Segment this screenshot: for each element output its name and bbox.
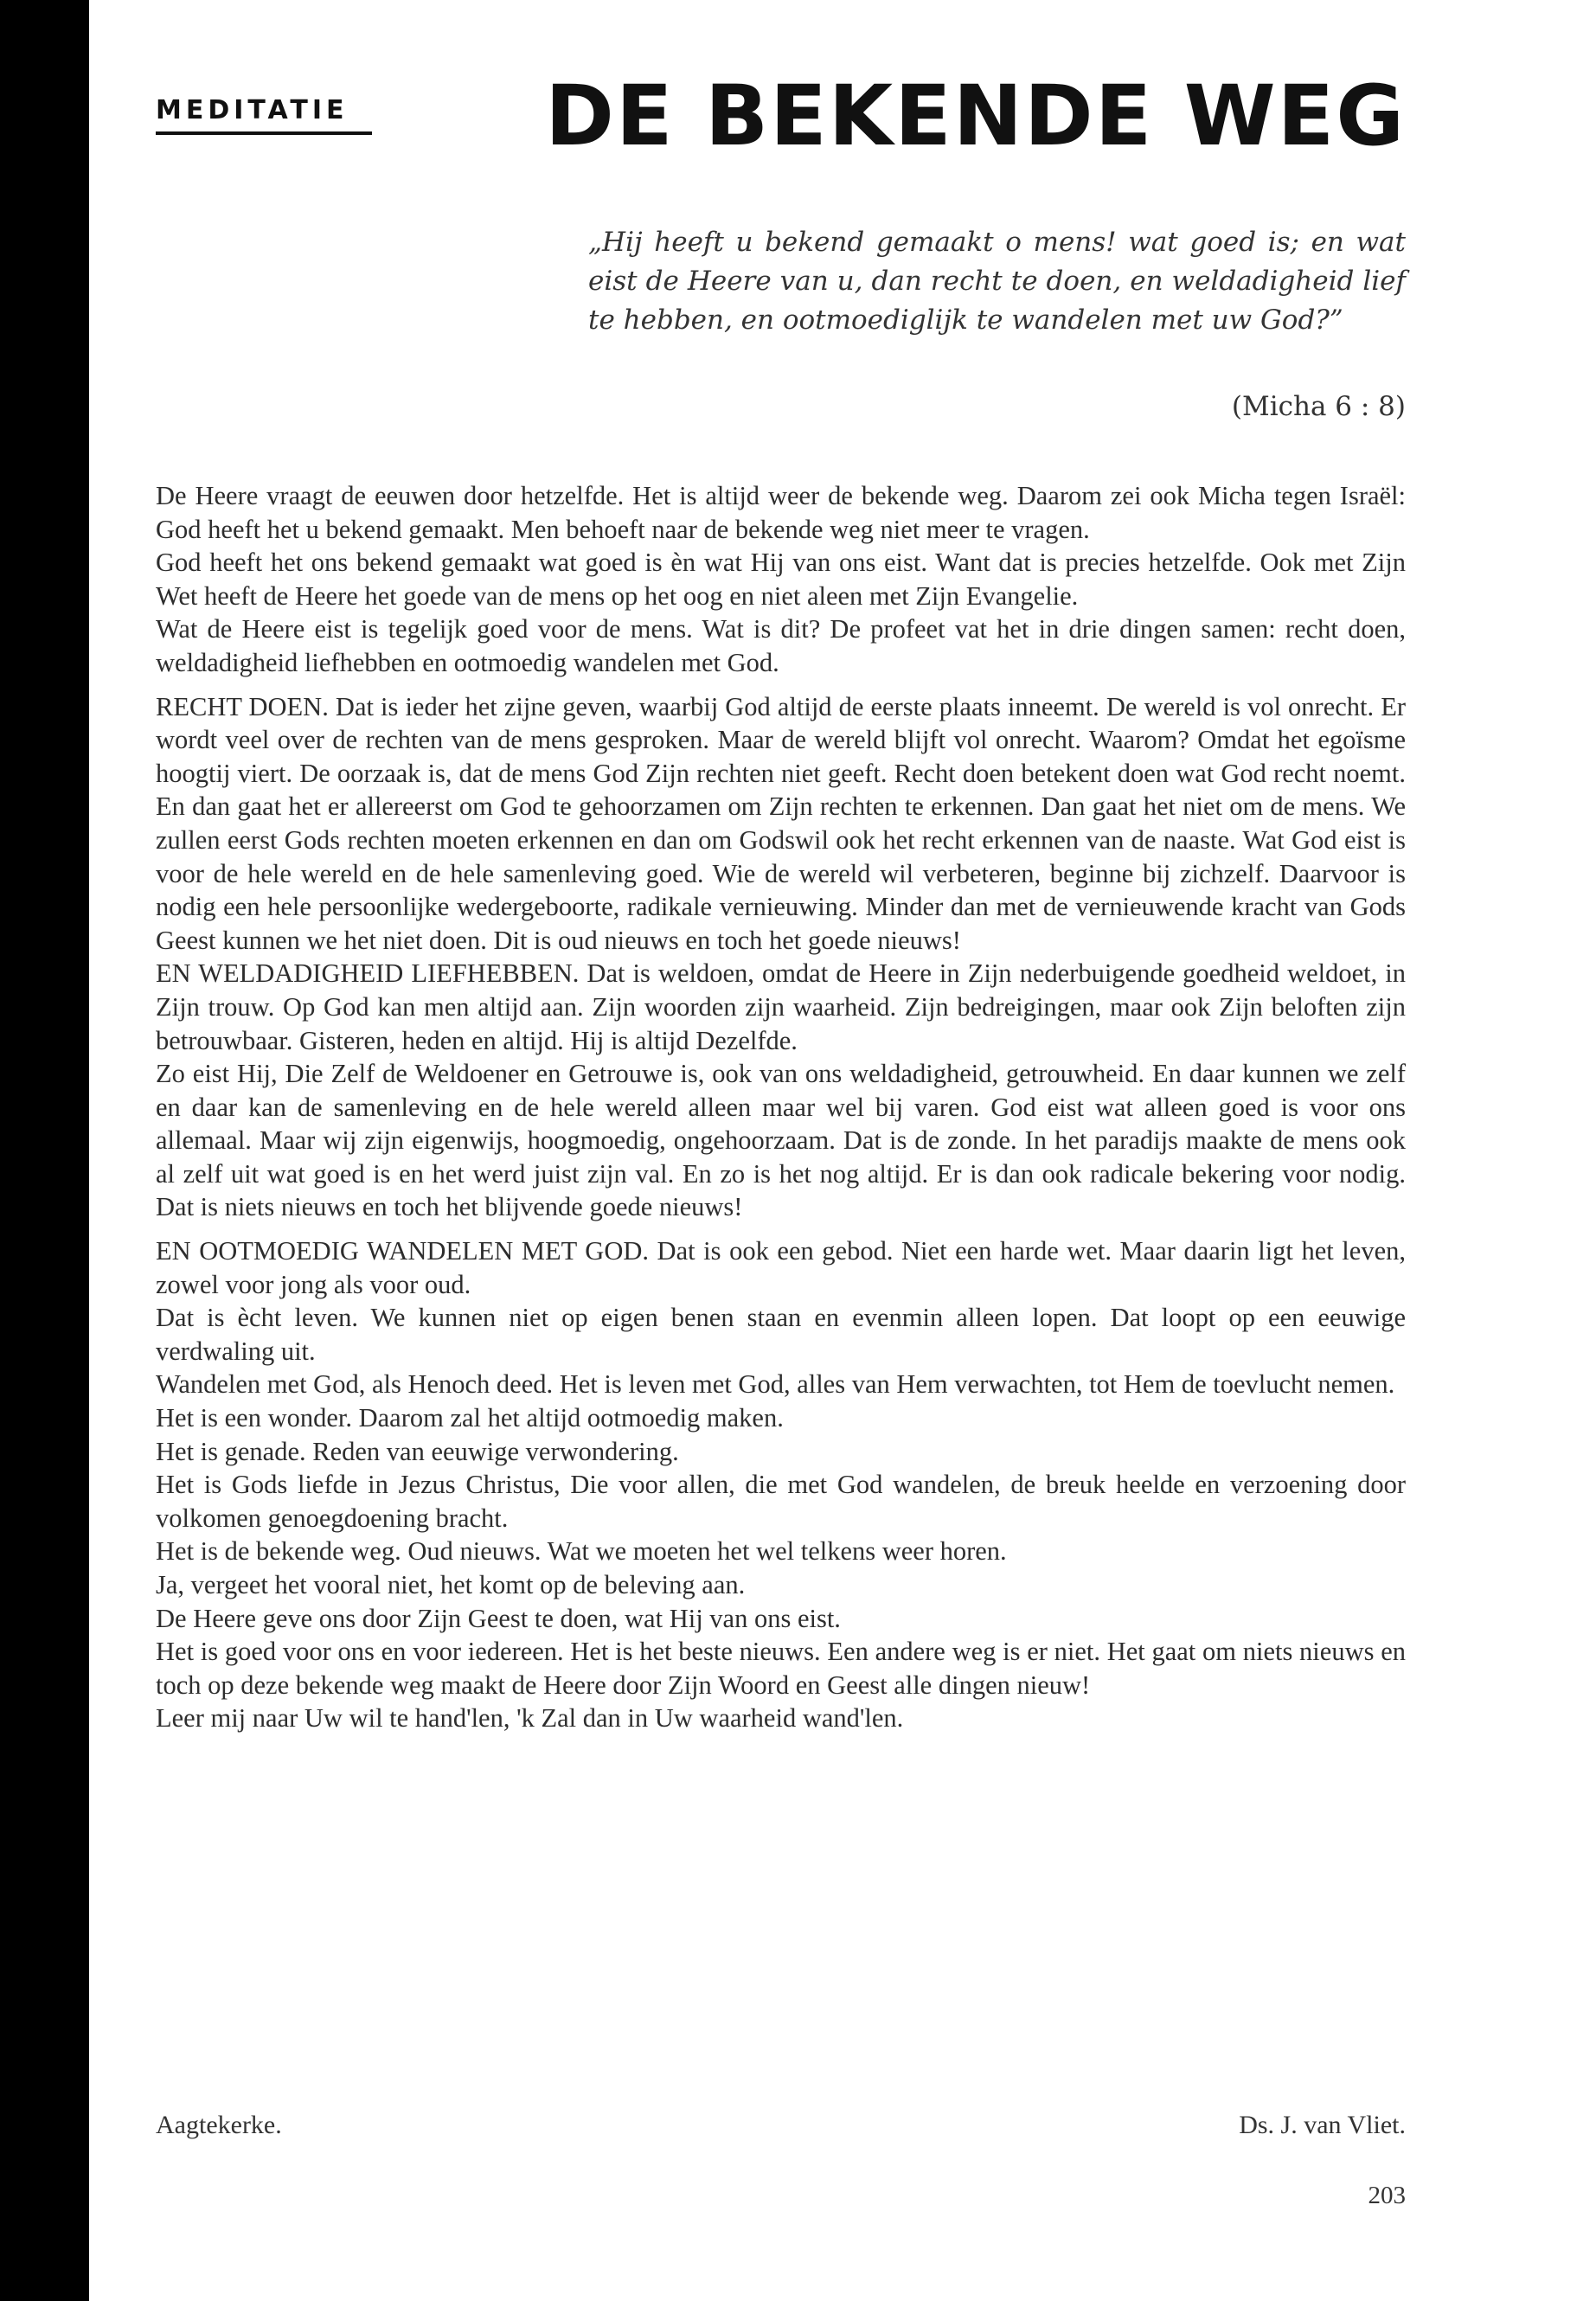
body-paragraph: De Heere geve ons door Zijn Geest te doen, wat Hij van ons eist. [156, 1603, 841, 1633]
body-text [156, 479, 1406, 1735]
body-paragraph: Het is goed voor ons en voor iedereen. Het is het beste nieuws. Een andere weg is er niet. Het gaat om niets nieuws en toch op deze bekende weg maakt de Heere door Zijn Woord en Geest alle dingen nieuw! [156, 1637, 1406, 1700]
body-paragraph: Zo eist Hij, Die Zelf de Weldoener en Getrouwe is, ook van ons weldadigheid, getrouwheid. En daar kunnen we zelf en daar kan de samenleving en de hele wereld alleen maar wel bij varen. God eist wat alleen goed is voor ons allemaal. Maar wij zijn eigenwijs, hoogmoedig, ongehoorzaam. Dat is de zonde. In het paradijs maakte de mens ook al zelf uit wat goed is en het werd juist zijn val. En zo is het nog altijd. Er is dan ook radicale bekering voor nodig. Dat is niets nieuws en toch het blijvende goede nieuws! [156, 1059, 1406, 1222]
document-page [156, 0, 1406, 2301]
scan-edge-bar [0, 0, 89, 2301]
page-number: 203 [1368, 2182, 1406, 2209]
body-paragraph: Het is Gods liefde in Jezus Christus, Die voor allen, die met God wandelen, de breuk heelde en verzoening door volkomen genoegdoening bracht. [156, 1470, 1406, 1533]
body-paragraph: Wandelen met God, als Henoch deed. Het is leven met God, alles van Hem verwachten, tot Hem de toevlucht nemen. [156, 1369, 1395, 1400]
body-paragraph: RECHT DOEN. Dat is ieder het zijne geven, waarbij God altijd de eerste plaats inneemt. De wereld is vol onrecht. Er wordt veel over de rechten van de mens gesproken. Maar de wereld blijft vol onrecht. Waarom? Omdat het egoïsme hoogtij viert. De oorzaak is, dat de mens God Zijn rechten niet geeft. Recht doen betekent doen wat God recht noemt. En dan gaat het er allereerst om God te gehoorzamen om Zijn rechten te erkennen. Dan gaat het niet om de mens. We zullen eerst Gods rechten moeten erkennen en dan om Godswil ook het recht erkennen van de naaste. Wat God eist is voor de hele wereld en de hele samenleving goed. Wie de wereld wil verbeteren, beginne bij zichzelf. Daarvoor is nodig een hele persoonlijke wedergeboorte, radikale vernieuwing. Minder dan met de vernieuwende kracht van Gods Geest kunnen we het niet doen. Dit is oud nieuws en toch het goede nieuws! [156, 691, 1406, 955]
body-paragraph: Het is een wonder. Daarom zal het altijd ootmoedig maken. [156, 1403, 784, 1433]
body-paragraph: EN OOTMOEDIG WANDELEN MET GOD. Dat is ook een gebod. Niet een harde wet. Maar daarin ligt het leven, zowel voor jong als voor oud. [156, 1236, 1406, 1299]
body-paragraph: Het is de bekende weg. Oud nieuws. Wat we moeten het wel telkens weer horen. [156, 1536, 1007, 1567]
author-signature: Ds. J. van Vliet. [1239, 2111, 1406, 2139]
body-paragraph: Wat de Heere eist is tegelijk goed voor de mens. Wat is dit? De profeet vat het in drie dingen samen: recht doen, weldadigheid liefhebben en ootmoedig wandelen met God. [156, 614, 1406, 677]
epigraph-reference: (Micha 6 : 8) [1231, 391, 1406, 422]
body-paragraph: Leer mij naar Uw wil te hand'len, 'k Zal dan in Uw waarheid wand'len. [156, 1703, 904, 1734]
body-paragraph: God heeft het ons bekend gemaakt wat goed is èn wat Hij van ons eist. Want dat is precies hetzelfde. Ook met Zijn Wet heeft de Heere het goede van de mens op het oog en niet aleen met Zijn Evangelie. [156, 548, 1406, 611]
body-paragraph: EN WELDADIGHEID LIEFHEBBEN. Dat is weldoen, omdat de Heere in Zijn nederbuigende goedheid weldoet, in Zijn trouw. Op God kan men altijd aan. Zijn woorden zijn waarheid. Zijn bedreigingen, maar ook Zijn beloften zijn betrouwbaar. Gisteren, heden en altijd. Hij is altijd Dezelfde. [156, 958, 1406, 1055]
epigraph-quote: „Hij heeft u bekend gemaakt o mens! wat goed is; en wat eist de Heere van u, dan recht te doen, en weldadigheid lief te hebben, en ootmoediglijk te wandelen met uw God?” [588, 227, 1406, 336]
body-paragraph: Ja, vergeet het vooral niet, het komt op de beleving aan. [156, 1570, 746, 1599]
body-paragraph: Dat is ècht leven. We kunnen niet op eigen benen staan en evenmin alleen lopen. Dat loopt op een eeuwige verdwaling uit. [156, 1303, 1406, 1366]
section-label: MEDITATIE [156, 95, 349, 125]
page-title: DE BEKENDE WEG [545, 67, 1406, 164]
place-signature: Aagtekerke. [156, 2111, 282, 2139]
section-underline [156, 131, 372, 135]
body-paragraph: Het is genade. Reden van eeuwige verwondering. [156, 1436, 679, 1466]
body-paragraph: De Heere vraagt de eeuwen door hetzelfde. Het is altijd weer de bekende weg. Daarom zei ook Micha tegen Israël: God heeft het u bekend gemaakt. Men behoeft naar de bekende weg niet meer te vragen. [156, 481, 1406, 544]
